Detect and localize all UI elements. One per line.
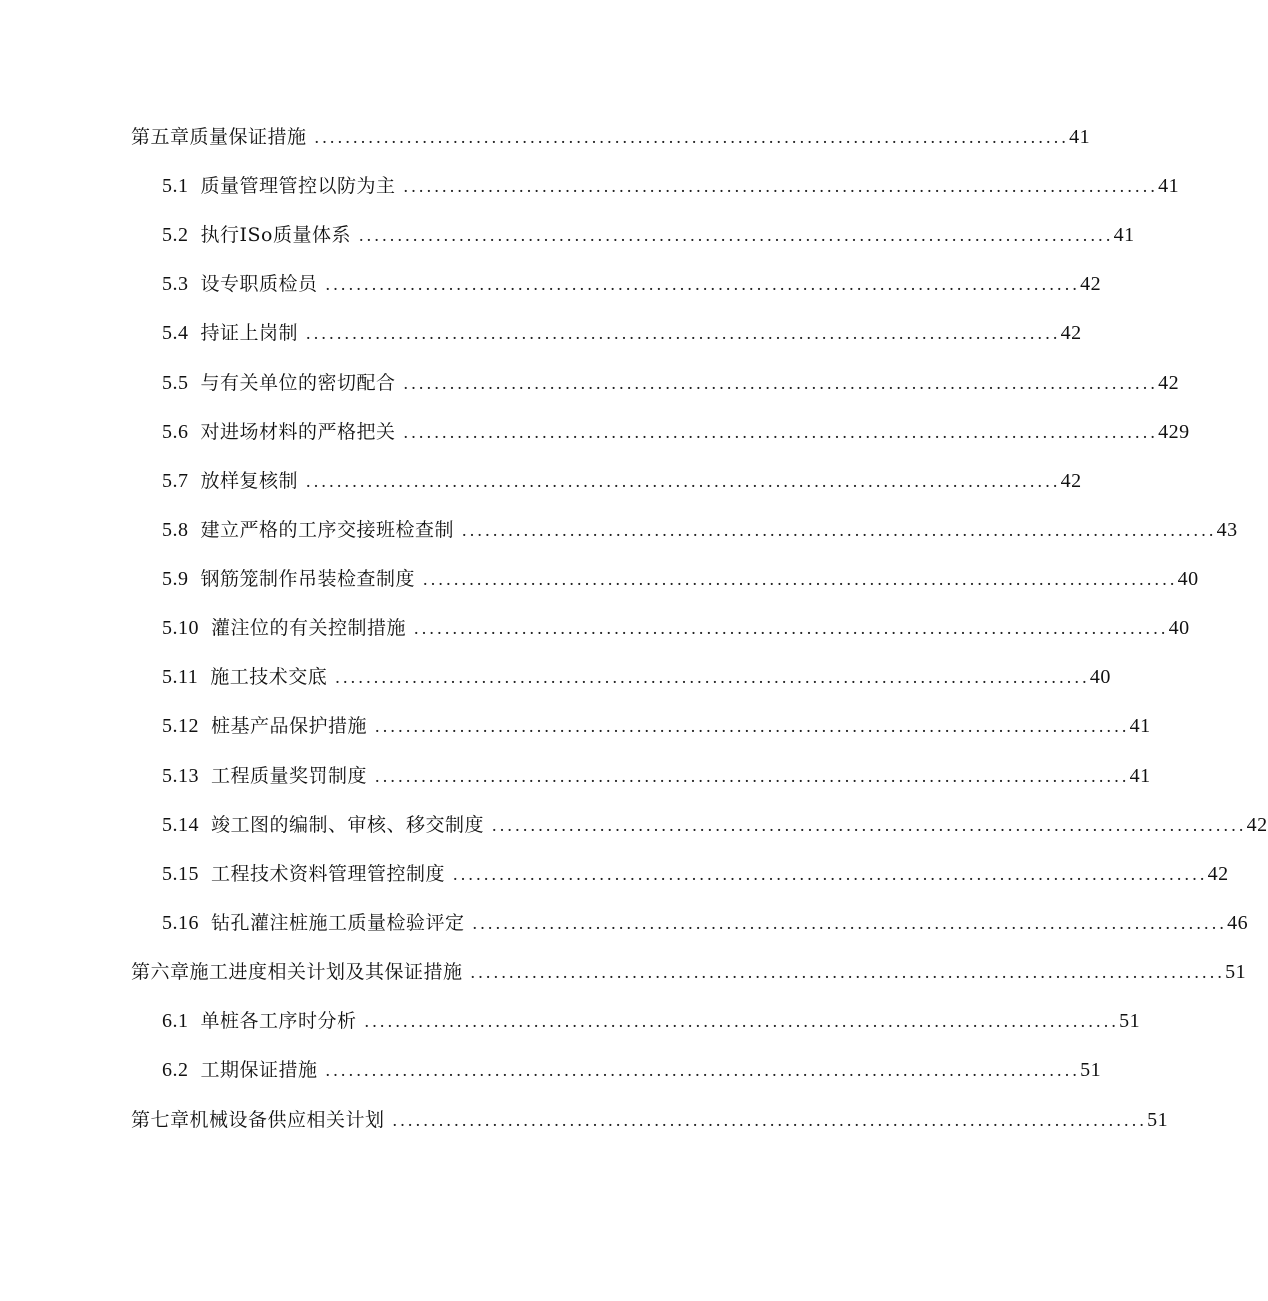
toc-entry-number: 5.14	[162, 814, 199, 836]
toc-section-5-6[interactable]	[0, 417, 1190, 447]
toc-chapter-5[interactable]	[0, 122, 1091, 152]
toc-section-5-16[interactable]	[0, 908, 1249, 938]
toc-entry-page: 46	[1227, 912, 1249, 934]
toc-section-5-14[interactable]	[0, 810, 1268, 840]
dot-leader: ..................................................................................................	[423, 569, 1178, 589]
toc-entry-title: 放样复核制	[200, 470, 299, 492]
dot-leader: ..................................................................................................	[325, 1060, 1081, 1080]
dot-leader: ..................................................................................................	[306, 471, 1061, 491]
toc-entry-title: 对进场材料的严格把关	[200, 421, 396, 443]
toc-entry-page: 41	[1129, 715, 1151, 737]
dot-leader: ..................................................................................................	[314, 127, 1070, 147]
toc-entry-title: 钢筋笼制作吊装检查制度	[200, 568, 416, 590]
dot-leader: ..................................................................................................	[462, 520, 1217, 540]
dot-leader: ..................................................................................................	[306, 323, 1061, 343]
toc-section-5-9[interactable]	[0, 564, 1199, 594]
toc-entry-page: 41	[1069, 126, 1091, 148]
toc-section-5-13[interactable]	[0, 761, 1151, 791]
dot-leader: ..................................................................................................	[403, 373, 1159, 393]
toc-entry-number: 6.2	[162, 1059, 189, 1081]
toc-entry-number: 5.16	[162, 912, 199, 934]
toc-entry-page: 43	[1216, 519, 1238, 541]
toc-entry-page: 42	[1060, 322, 1082, 344]
toc-entry-title: 竣工图的编制、审核、移交制度	[211, 814, 485, 836]
toc-entry-number: 5.12	[162, 715, 199, 737]
toc-section-5-10[interactable]	[0, 613, 1190, 643]
dot-leader: ..................................................................................................	[470, 962, 1226, 982]
toc-entry-page: 42	[1207, 863, 1229, 885]
toc-entry-page: 51	[1080, 1059, 1102, 1081]
toc-entry-number: 6.1	[162, 1010, 189, 1032]
toc-section-5-12[interactable]	[0, 711, 1151, 741]
dot-leader: ..................................................................................................	[472, 913, 1228, 933]
toc-section-5-11[interactable]	[0, 662, 1111, 692]
toc-section-5-3[interactable]	[0, 269, 1102, 299]
toc-entry-page: 42	[1246, 814, 1268, 836]
toc-entry-number: 5.4	[162, 322, 189, 344]
toc-entry-number: 5.1	[162, 175, 189, 197]
toc-entry-title: 工程技术资料管理管控制度	[211, 863, 446, 885]
dot-leader: ..................................................................................................	[364, 1011, 1120, 1031]
dot-leader: ..................................................................................................	[414, 618, 1169, 638]
toc-section-6-1[interactable]	[0, 1006, 1141, 1036]
toc-section-5-15[interactable]	[0, 859, 1229, 889]
toc-entry-title: 设专职质检员	[200, 273, 318, 295]
toc-entry-title: 与有关单位的密切配合	[200, 372, 396, 394]
toc-entry-title: 建立严格的工序交接班检查制	[200, 519, 455, 541]
toc-entry-title: 单桩各工序时分析	[200, 1010, 357, 1032]
toc-entry-title: 第六章施工进度相关计划及其保证措施	[131, 961, 463, 983]
toc-chapter-6[interactable]	[0, 957, 1247, 987]
toc-entry-title: 工程质量奖罚制度	[211, 765, 368, 787]
dot-leader: ..................................................................................................	[403, 422, 1159, 442]
toc-entry-number: 5.11	[162, 666, 199, 688]
dot-leader: ..................................................................................................	[335, 667, 1090, 687]
toc-entry-page: 51	[1119, 1010, 1141, 1032]
toc-entry-number: 5.3	[162, 273, 189, 295]
toc-entry-number: 5.2	[162, 224, 189, 246]
toc-section-5-8[interactable]	[0, 515, 1238, 545]
toc-entry-title: 持证上岗制	[200, 322, 299, 344]
toc-entry-page: 51	[1225, 961, 1247, 983]
dot-leader: ..................................................................................................	[358, 225, 1114, 245]
toc-chapter-7[interactable]	[0, 1105, 1169, 1135]
dot-leader: ..................................................................................................	[375, 766, 1130, 786]
toc-entry-page: 40	[1168, 617, 1190, 639]
toc-section-5-2[interactable]	[0, 220, 1135, 250]
toc-entry-title: 执行ISo质量体系	[200, 224, 351, 246]
toc-entry-title: 第七章机械设备供应相关计划	[131, 1109, 385, 1131]
toc-entry-page: 40	[1089, 666, 1111, 688]
toc-entry-title: 施工技术交底	[210, 666, 328, 688]
toc-entry-page: 40	[1177, 568, 1199, 590]
toc-entry-page: 41	[1158, 175, 1180, 197]
toc-section-5-7[interactable]	[0, 466, 1082, 496]
toc-entry-title: 钻孔灌注桩施工质量检验评定	[211, 912, 465, 934]
toc-entry-title: 桩基产品保护措施	[211, 715, 368, 737]
dot-leader: ..................................................................................................	[325, 274, 1081, 294]
toc-entry-title: 第五章质量保证措施	[131, 126, 307, 148]
toc-entry-page: 41	[1113, 224, 1135, 246]
toc-section-5-4[interactable]	[0, 318, 1082, 348]
toc-section-5-1[interactable]	[0, 171, 1180, 201]
toc-entry-page: 51	[1147, 1109, 1169, 1131]
toc-entry-number: 5.6	[162, 421, 189, 443]
toc-entry-page: 42	[1158, 372, 1180, 394]
toc-entry-page: 42	[1060, 470, 1082, 492]
dot-leader: ..................................................................................................	[453, 864, 1208, 884]
toc-entry-page: 42	[1080, 273, 1102, 295]
toc-section-6-2[interactable]	[0, 1055, 1102, 1085]
toc-entry-number: 5.10	[162, 617, 199, 639]
toc-entry-number: 5.15	[162, 863, 199, 885]
toc-entry-number: 5.8	[162, 519, 189, 541]
dot-leader: ..................................................................................................	[392, 1110, 1148, 1130]
toc-entry-number: 5.7	[162, 470, 189, 492]
toc-entry-page: 429	[1158, 421, 1190, 443]
dot-leader: ..................................................................................................	[375, 716, 1130, 736]
toc-entry-page: 41	[1129, 765, 1151, 787]
toc-entry-number: 5.5	[162, 372, 189, 394]
toc-entry-title: 灌注位的有关控制措施	[211, 617, 407, 639]
dot-leader: ..................................................................................................	[492, 815, 1247, 835]
dot-leader: ..................................................................................................	[403, 176, 1159, 196]
toc-entry-title: 工期保证措施	[200, 1059, 318, 1081]
toc-entry-number: 5.13	[162, 765, 199, 787]
toc-entry-number: 5.9	[162, 568, 189, 590]
toc-section-5-5[interactable]	[0, 368, 1180, 398]
toc-entry-title: 质量管理管控以防为主	[200, 175, 396, 197]
